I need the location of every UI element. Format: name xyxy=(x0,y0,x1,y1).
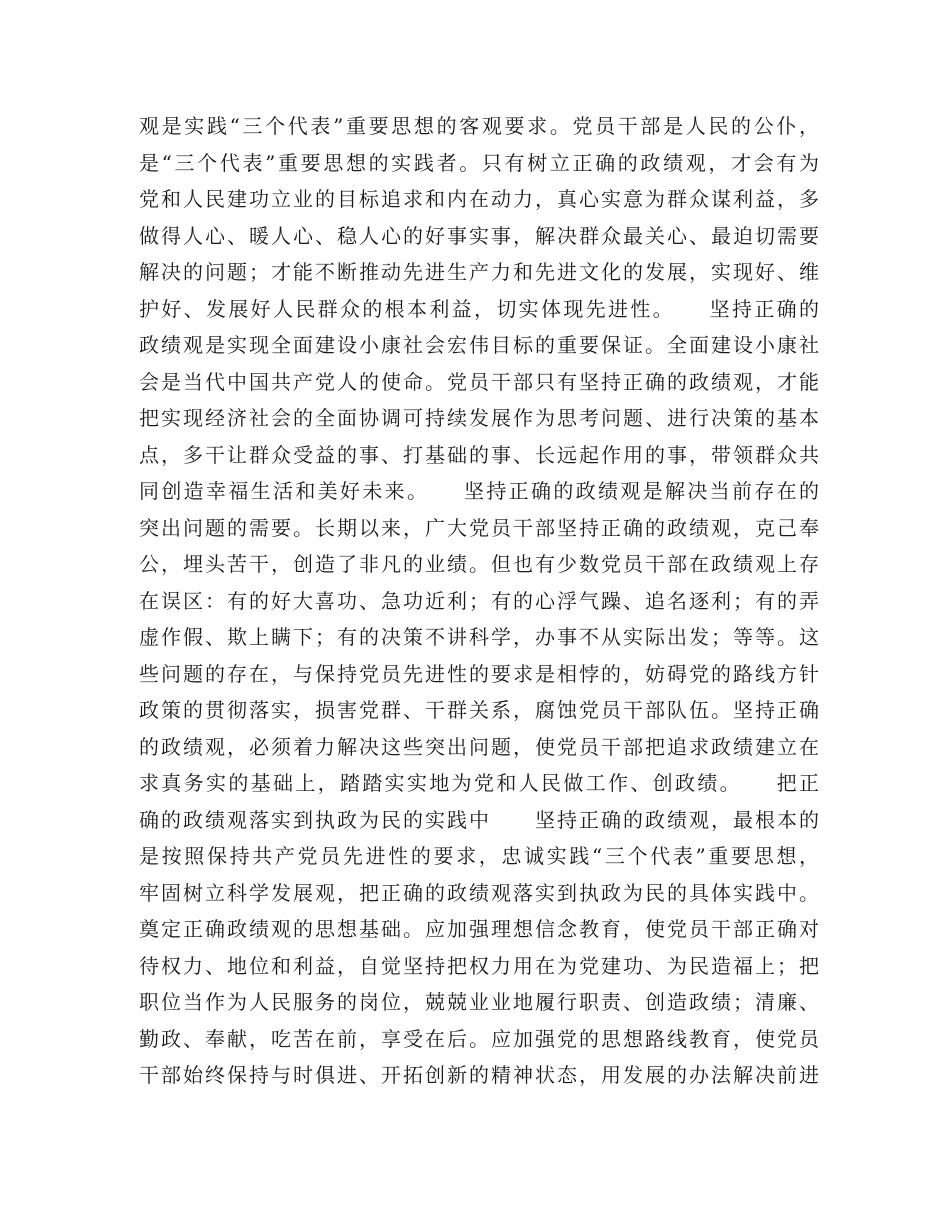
text-line: 求真务实的基础上，踏踏实实地为党和人民做工作、创政绩。 把正 xyxy=(139,771,819,795)
body-text xyxy=(139,108,819,1094)
text-line: 牢固树立科学发展观，把正确的政绩观落实到执政为民的具体实践中。 xyxy=(139,880,819,905)
text-line: 干部始终保持与时俱进、开拓创新的精神状态，用发展的办法解决前进 xyxy=(139,1063,819,1087)
text-line: 点，多干让群众受益的事、打基础的事、长远起作用的事，带领群众共 xyxy=(139,442,819,467)
text-line: 把实现经济社会的全面协调可持续发展作为思考问题、进行决策的基本 xyxy=(139,406,819,430)
text-line: 是“三个代表”重要思想的实践者。只有树立正确的政绩观，才会有为 xyxy=(139,150,819,175)
text-line: 在误区：有的好大喜功、急功近利；有的心浮气躁、追名逐利；有的弄 xyxy=(139,588,819,613)
text-line: 护好、发展好人民群众的根本利益，切实体现先进性。 坚持正确的 xyxy=(139,296,819,321)
text-line: 观是实践“三个代表”重要思想的客观要求。党员干部是人民的公仆， xyxy=(139,114,819,138)
text-line: 的政绩观，必须着力解决这些突出问题，使党员干部把追求政绩建立在 xyxy=(139,734,819,759)
text-line: 确的政绩观落实到执政为民的实践中 坚持正确的政绩观，最根本的 xyxy=(139,807,819,832)
text-line: 是按照保持共产党员先进性的要求，忠诚实践“三个代表”重要思想， xyxy=(139,844,819,868)
text-line: 做得人心、暖人心、稳人心的好事实事，解决群众最关心、最迫切需要 xyxy=(139,223,819,248)
text-line: 会是当代中国共产党人的使命。党员干部只有坚持正确的政绩观，才能 xyxy=(139,369,819,394)
text-line: 政策的贯彻落实，损害党群、干群关系，腐蚀党员干部队伍。坚持正确 xyxy=(139,698,819,722)
text-line: 党和人民建功立业的目标追求和内在动力，真心实意为群众谋利益，多 xyxy=(139,187,819,211)
text-line: 政绩观是实现全面建设小康社会宏伟目标的重要保证。全面建设小康社 xyxy=(139,333,819,357)
text-line: 勤政、奉献，吃苦在前，享受在后。应加强党的思想路线教育，使党员 xyxy=(139,1026,819,1051)
text-line: 公，埋头苦干，创造了非凡的业绩。但也有少数党员干部在政绩观上存 xyxy=(139,552,819,576)
text-line: 些问题的存在，与保持党员先进性的要求是相悖的，妨碍党的路线方针 xyxy=(139,661,819,686)
text-line: 职位当作为人民服务的岗位，兢兢业业地履行职责、创造政绩；清廉、 xyxy=(139,990,819,1014)
text-line: 奠定正确政绩观的思想基础。应加强理想信念教育，使党员干部正确对 xyxy=(139,917,819,941)
text-line: 虚作假、欺上瞒下；有的决策不讲科学，办事不从实际出发；等等。这 xyxy=(139,625,819,649)
text-line: 解决的问题；才能不断推动先进生产力和先进文化的发展，实现好、维 xyxy=(139,260,819,284)
text-line: 待权力、地位和利益，自觉坚持把权力用在为党建功、为民造福上；把 xyxy=(139,953,819,978)
text-line: 同创造幸福生活和美好未来。 坚持正确的政绩观是解决当前存在的 xyxy=(139,479,819,503)
text-line: 突出问题的需要。长期以来，广大党员干部坚持正确的政绩观，克己奉 xyxy=(139,515,819,540)
